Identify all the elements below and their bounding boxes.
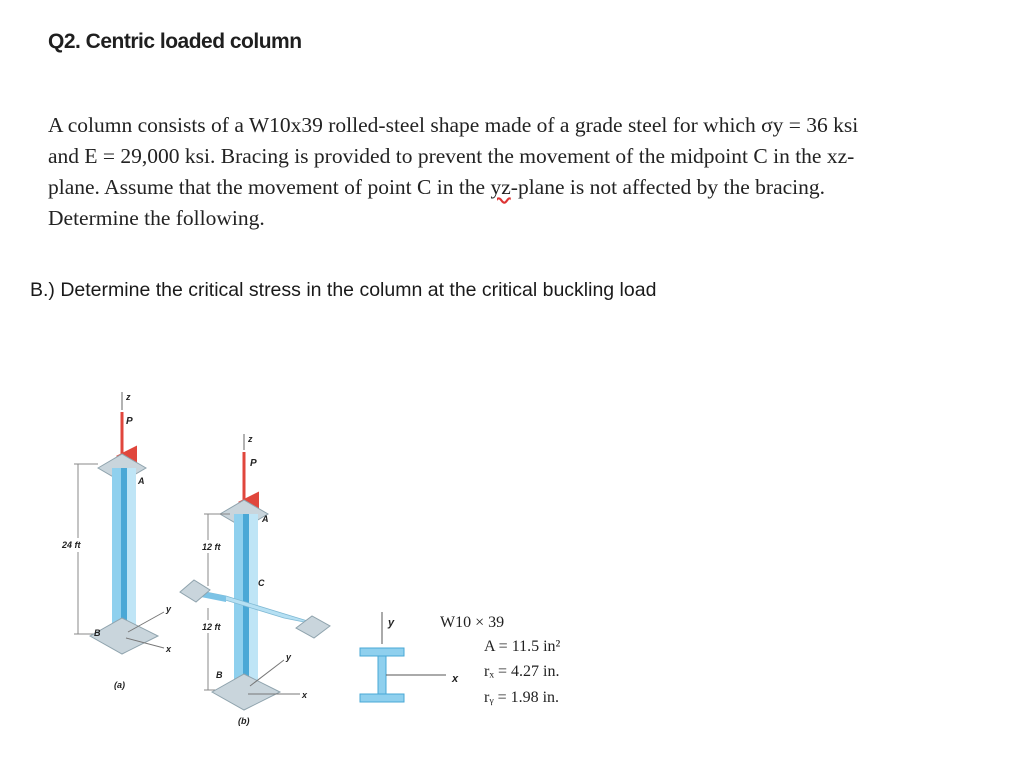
section-top-flange <box>360 648 404 656</box>
point-label-b-mid: C <box>258 578 265 588</box>
problem-line-1: A column consists of a W10x39 rolled-steel shape made of a grade steel for which σy = 36 ksi <box>48 113 859 137</box>
column-figure <box>40 380 630 740</box>
column-figure-svg <box>40 380 630 740</box>
section-web <box>378 656 386 694</box>
axis-label-y-b: y <box>286 652 292 662</box>
question-heading: Q2. Centric loaded column <box>48 30 302 53</box>
section-axis-label-x: x <box>452 673 459 685</box>
height-label-b-upper: 12 ft <box>202 542 221 552</box>
axis-label-y-a: y <box>166 604 172 614</box>
section-rx: rₓ = 4.27 in. <box>484 663 560 680</box>
column-a-figure <box>60 392 172 690</box>
load-label-a: P <box>126 416 133 427</box>
point-label-a-bottom: B <box>94 628 101 638</box>
column-b-figure <box>180 434 330 726</box>
height-label-b-lower: 12 ft <box>202 622 221 632</box>
load-label-b: P <box>250 458 257 469</box>
caption-b: (b) <box>238 716 250 726</box>
section-designation: W10 × 39 <box>440 614 505 631</box>
problem-line-3 <box>48 172 1008 203</box>
section-ry: rᵧ = 1.98 in. <box>484 689 560 706</box>
sub-question-b: B.) Determine the critical stress in the column at the critical buckling load <box>30 279 657 301</box>
axis-label-z-b: z <box>248 434 253 444</box>
section-area: A = 11.5 in² <box>484 638 561 655</box>
point-label-a-top: A <box>138 476 145 486</box>
problem-line-4: Determine the following. <box>48 206 265 230</box>
height-label-a: 24 ft <box>62 540 81 550</box>
axis-label-x-a: x <box>166 644 172 654</box>
brace-support-left <box>180 580 210 602</box>
problem-line-2: and E = 29,000 ksi. Bracing is provided to prevent the movement of the midpoint C in the xz- <box>48 144 855 168</box>
column-web-a <box>121 468 127 630</box>
problem-line-3-end: -plane is not affected by the bracing. <box>510 175 825 199</box>
axis-label-x-b: x <box>302 690 308 700</box>
column-flange-back-a <box>127 468 136 630</box>
section-axis-label-y: y <box>388 617 395 629</box>
column-flange-back-b <box>249 514 258 690</box>
section-bottom-flange <box>360 694 404 702</box>
problem-line-3-start: plane. Assume that the movement of point C in the <box>48 175 491 199</box>
point-label-b-top: A <box>262 514 269 524</box>
w-section <box>360 612 561 706</box>
problem-statement <box>48 110 1008 234</box>
axis-label-z-a: z <box>126 392 131 402</box>
caption-a: (a) <box>114 680 125 690</box>
spellcheck-flagged-word: yz <box>490 175 511 199</box>
point-label-b-bottom: B <box>216 670 223 680</box>
column-flange-a <box>112 468 121 630</box>
